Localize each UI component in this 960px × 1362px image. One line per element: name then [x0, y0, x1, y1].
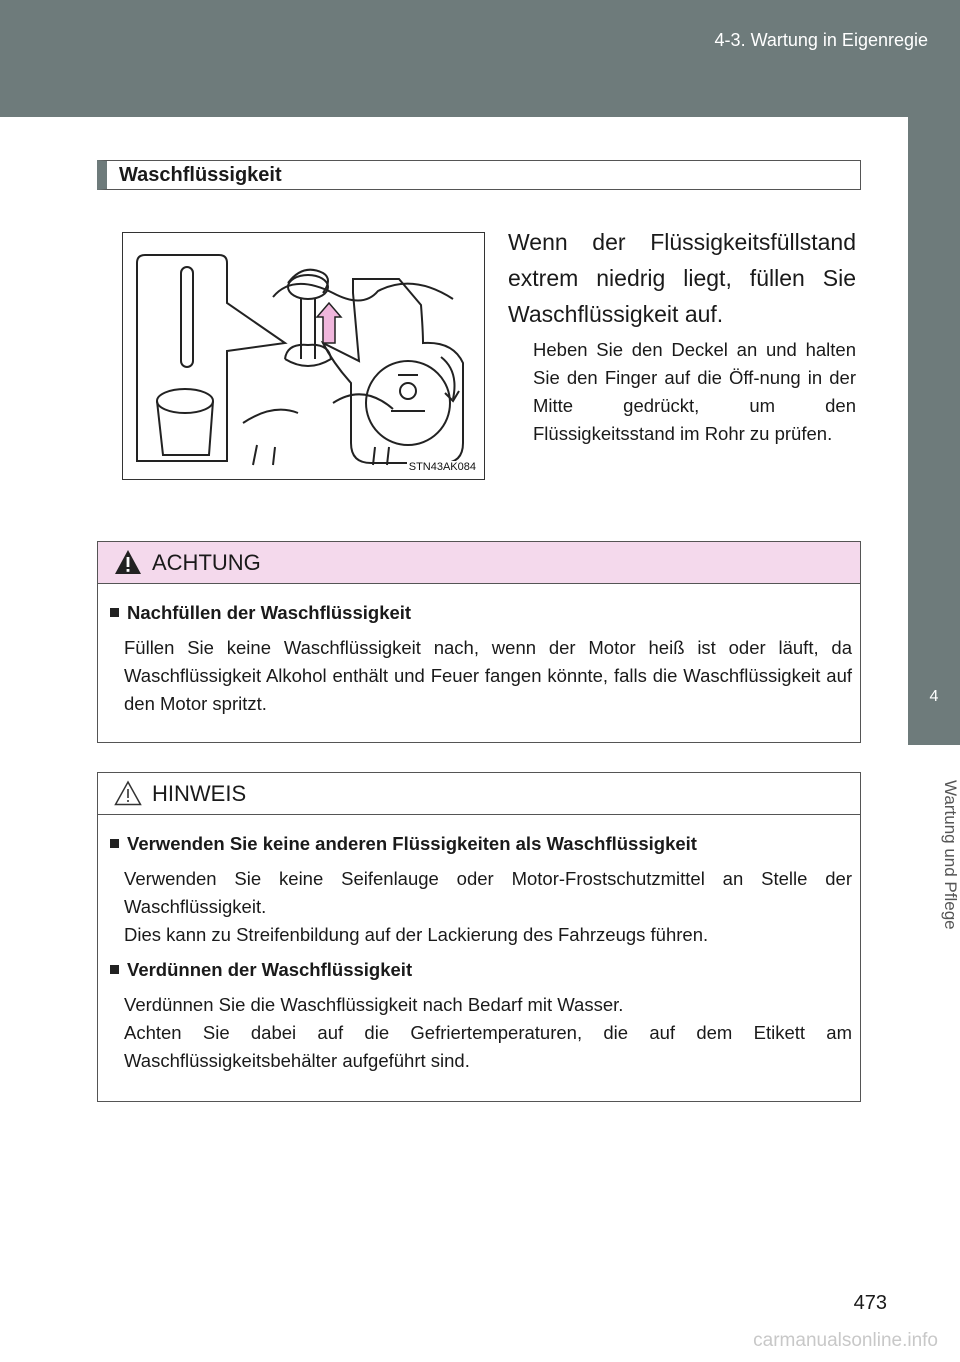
chapter-title: 4-3. Wartung in Eigenregie: [714, 30, 928, 50]
watermark: carmanualsonline.info: [753, 1330, 938, 1351]
up-arrow-icon: [317, 303, 341, 343]
caution-outline-icon: [114, 780, 142, 806]
achtung-header: [98, 542, 860, 584]
hinweis-item1-title-text: Verwenden Sie keine anderen Flüssigkeiten als Waschflüssigkeit: [127, 833, 697, 854]
hinweis-item2-title: [106, 957, 852, 983]
hinweis-item1-title: [106, 831, 852, 857]
header-band: [0, 0, 960, 117]
cap-callout: [323, 279, 463, 463]
hinweis-header: [98, 773, 860, 815]
achtung-item-text: Füllen Sie keine Waschflüssigkeit nach, wenn der Motor heiß ist oder läuft, da Waschflüssigkeit Alkohol enthält und Feuer fangen könnte, falls die Waschflüssigkeit auf den Motor spritzt.: [124, 637, 852, 714]
side-tab: [908, 117, 960, 745]
achtung-label: ACHTUNG: [152, 550, 261, 575]
bullet-square: [110, 608, 119, 617]
achtung-body: [98, 584, 860, 718]
achtung-item-title: [106, 600, 852, 626]
hinweis-item1-text: [124, 865, 852, 949]
section-title: Waschflüssigkeit: [97, 160, 861, 190]
illustration-drawing: [123, 233, 484, 479]
hinweis-box: [97, 772, 861, 1102]
hinweis-item2-text-a: Verdünnen Sie die Waschflüssigkeit nach Bedarf mit Wasser.: [124, 994, 624, 1015]
hinweis-item2-text-b: Achten Sie dabei auf die Gefriertemperaturen, die auf dem Etikett am Waschflüssigkeitsbehälter aufgeführt sind.: [124, 1022, 852, 1071]
bullet-square: [110, 839, 119, 848]
hinweis-item2-title-text: Verdünnen der Waschflüssigkeit: [127, 959, 413, 980]
hinweis-label: HINWEIS: [152, 781, 247, 806]
instruction-text: Heben Sie den Deckel an und halten Sie den Finger auf die Öff-nung in der Mitte gedrückt, um den Flüssigkeitsstand im Rohr zu prüfen.: [533, 339, 856, 444]
page-number: 473: [853, 1292, 887, 1314]
achtung-item-title-text: Nachfüllen der Waschflüssigkeit: [127, 602, 412, 623]
hinweis-body: [98, 815, 860, 1075]
hinweis-item1-text-a: Verwenden Sie keine Seifenlauge oder Motor-Frostschutzmittel an Stelle der Waschflüssigkeit.: [124, 868, 852, 917]
intro-text: Wenn der Flüssigkeitsfüllstand extrem niedrig liegt, füllen Sie Waschflüssigkeit auf.: [508, 229, 856, 327]
warning-icon: [114, 549, 142, 575]
figure-code: STN43AK084: [408, 461, 476, 473]
achtung-box: [97, 541, 861, 743]
side-tab-label: Wartung und Pflege: [941, 780, 960, 930]
bullet-square: [110, 965, 119, 974]
side-tab-number: 4: [929, 688, 939, 705]
hinweis-item2-text: [124, 991, 852, 1075]
hinweis-item1-text-b: Dies kann zu Streifenbildung auf der Lackierung des Fahrzeugs führen.: [124, 924, 709, 945]
washer-fluid-illustration: [122, 232, 485, 480]
